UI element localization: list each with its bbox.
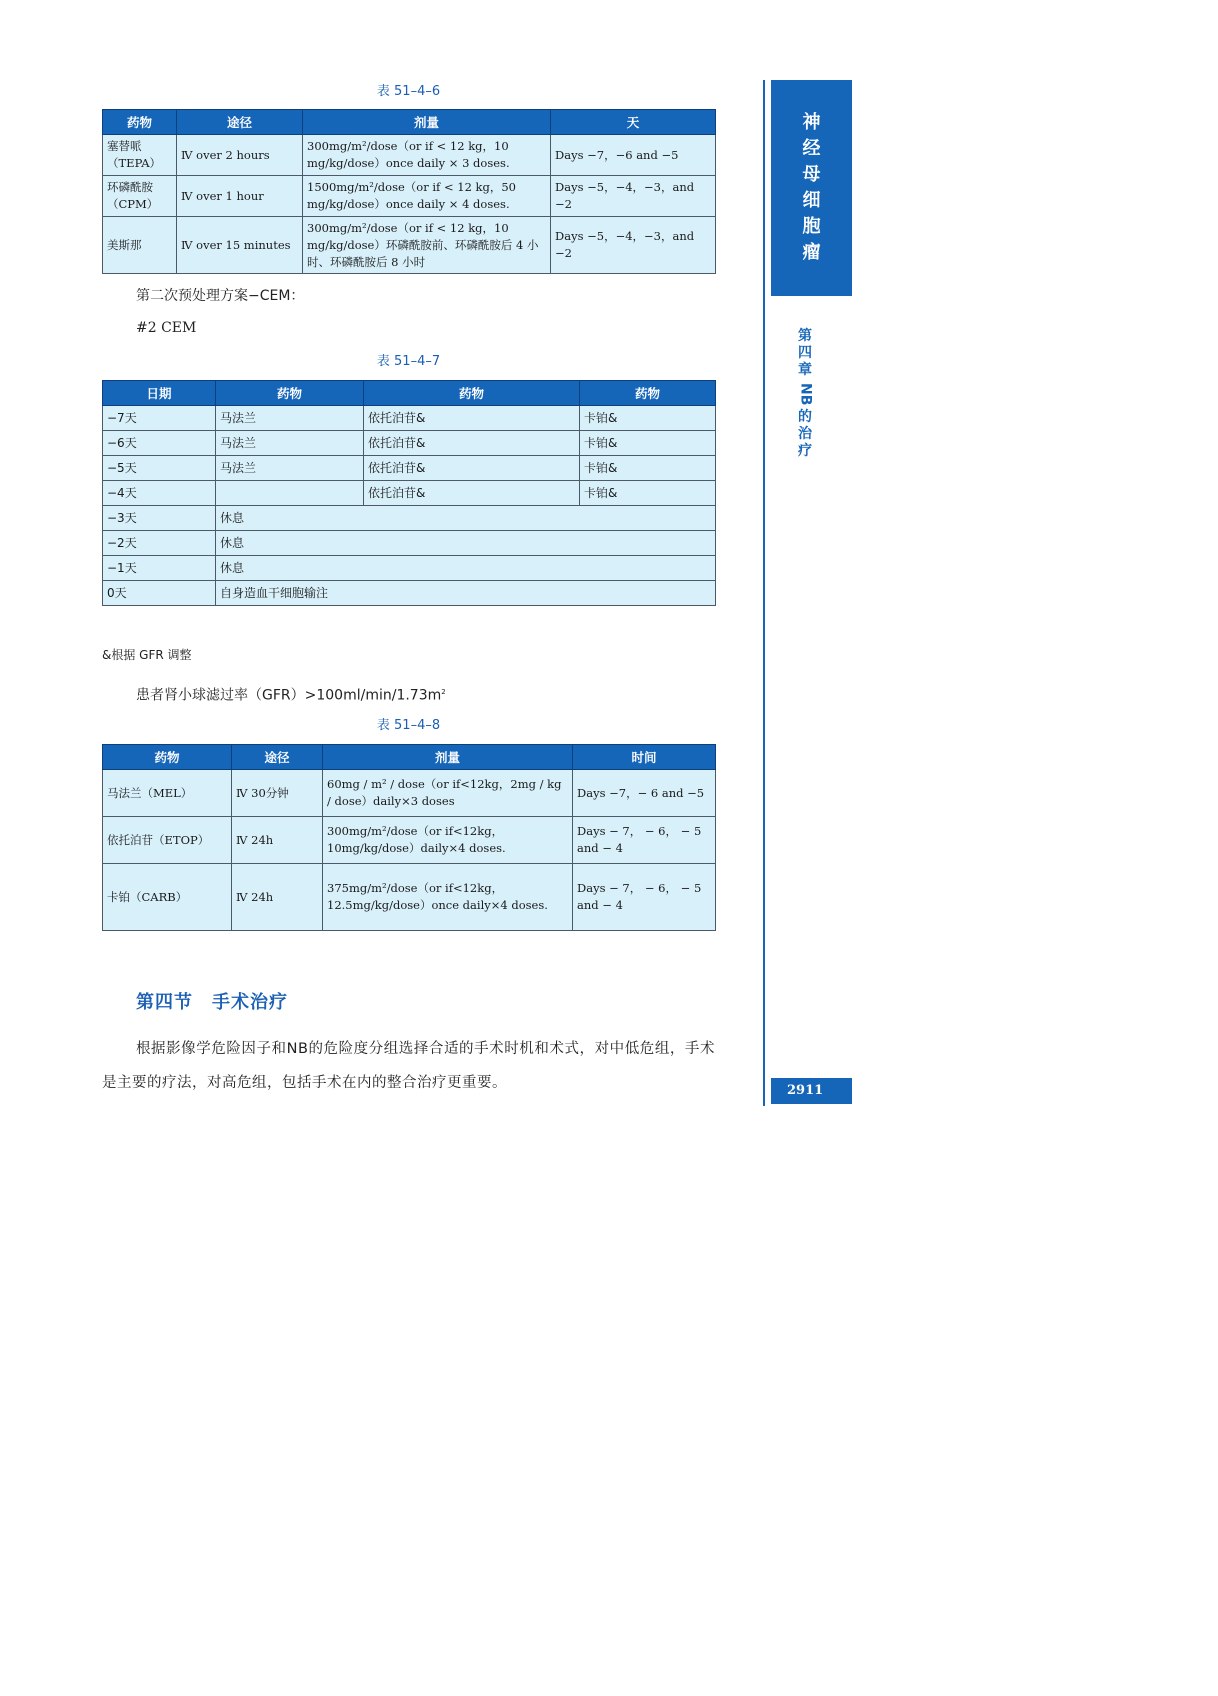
dose-cell: 60mg / m² / dose（or if<12kg，2mg / kg / dose）daily×3 doses	[323, 770, 573, 817]
time-cell: Days − 7， − 6， − 5 and − 4	[573, 864, 716, 931]
time-cell: Days − 7， − 6， − 5 and − 4	[573, 817, 716, 864]
merged-cell: 休息	[216, 531, 716, 556]
drug-cell: 依托泊苷&	[364, 456, 580, 481]
chapter-char: 治	[798, 426, 812, 443]
drug-cell: 马法兰（MEL）	[103, 770, 232, 817]
table-row	[103, 456, 716, 481]
table-header: 药物	[364, 381, 580, 406]
drug-cell: 马法兰	[216, 431, 364, 456]
drug-cell: 卡铂&	[580, 406, 716, 431]
day-cell: −1天	[103, 556, 216, 581]
chapter-char: 章	[798, 362, 812, 378]
drug-cell: 马法兰	[216, 456, 364, 481]
drug-cell: 卡铂&	[580, 456, 716, 481]
table-caption-8: 表 51–4–8	[376, 718, 441, 733]
drug-cell: 卡铂（CARB）	[103, 864, 232, 931]
table-caption-6: 表 51–4–6	[376, 84, 441, 99]
day-cell: −5天	[103, 456, 216, 481]
gfr-note: &根据 GFR 调整	[102, 648, 192, 662]
drug-cell: 美斯那	[103, 217, 177, 274]
table-header: 药物	[580, 381, 716, 406]
table-row	[103, 176, 716, 217]
drug-cell: 依托泊苷（ETOP）	[103, 817, 232, 864]
table-header: 药物	[103, 110, 177, 135]
drug-cell: 依托泊苷&	[364, 431, 580, 456]
table-row	[103, 770, 716, 817]
table-header: 剂量	[323, 745, 573, 770]
gfr-superscript: 2	[441, 688, 446, 696]
chapter-label	[794, 328, 816, 460]
table-row	[103, 506, 716, 531]
route-cell: Ⅳ over 1 hour	[177, 176, 303, 217]
time-cell: Days −7，− 6 and −5	[573, 770, 716, 817]
table-51-4-6	[102, 109, 716, 274]
book-title-char: 经	[802, 138, 821, 159]
table-row	[103, 864, 716, 931]
table-row	[103, 406, 716, 431]
merged-cell: 自身造血干细胞输注	[216, 581, 716, 606]
route-cell: Ⅳ 30分钟	[232, 770, 323, 817]
drug-cell: 环磷酰胺（CPM）	[103, 176, 177, 217]
drug-cell	[216, 481, 364, 506]
days-cell: Days −7，−6 and −5	[551, 135, 716, 176]
chapter-char: 的	[798, 409, 812, 426]
book-title-char: 胞	[802, 216, 821, 237]
cem-code: #2 CEM	[136, 320, 197, 336]
dose-cell: 300mg/m²/dose（or if < 12 kg，10 mg/kg/dose）once daily × 3 doses.	[303, 135, 551, 176]
table-51-4-8	[102, 744, 716, 931]
route-cell: Ⅳ over 15 minutes	[177, 217, 303, 274]
book-title-char: 母	[802, 164, 821, 185]
route-cell: Ⅳ 24h	[232, 817, 323, 864]
day-cell: 0天	[103, 581, 216, 606]
day-cell: −4天	[103, 481, 216, 506]
route-cell: Ⅳ 24h	[232, 864, 323, 931]
table-row	[103, 481, 716, 506]
drug-cell: 卡铂&	[580, 431, 716, 456]
chapter-nb: NB	[797, 383, 814, 406]
sidebar-divider	[763, 80, 765, 1106]
days-cell: Days −5，−4，−3，and −2	[551, 217, 716, 274]
table-header: 时间	[573, 745, 716, 770]
dose-cell: 1500mg/m²/dose（or if < 12 kg，50 mg/kg/dose）once daily × 4 doses.	[303, 176, 551, 217]
days-cell: Days −5，−4，−3，and −2	[551, 176, 716, 217]
day-cell: −6天	[103, 431, 216, 456]
table-row	[103, 531, 716, 556]
table-header: 药物	[216, 381, 364, 406]
dose-cell: 300mg/m²/dose（or if<12kg，10mg/kg/dose）daily×4 doses.	[323, 817, 573, 864]
table-header: 日期	[103, 381, 216, 406]
table-header: 剂量	[303, 110, 551, 135]
page-number: 2911	[771, 1078, 852, 1104]
route-cell: Ⅳ over 2 hours	[177, 135, 303, 176]
table-caption-7: 表 51–4–7	[376, 354, 441, 369]
book-title-block	[771, 80, 852, 296]
table-header: 途径	[232, 745, 323, 770]
table-row	[103, 135, 716, 176]
table-row	[103, 556, 716, 581]
dose-cell: 300mg/m²/dose（or if < 12 kg，10 mg/kg/dose）环磷酰胺前、环磷酰胺后 4 小时、环磷酰胺后 8 小时	[303, 217, 551, 274]
drug-cell: 卡铂&	[580, 481, 716, 506]
book-title-char: 神	[802, 112, 821, 133]
table-header: 药物	[103, 745, 232, 770]
chapter-char: 疗	[798, 443, 812, 460]
table-51-4-7	[102, 380, 716, 606]
drug-cell: 依托泊苷&	[364, 481, 580, 506]
table-row	[103, 817, 716, 864]
day-cell: −2天	[103, 531, 216, 556]
chapter-char: 第	[798, 328, 812, 344]
day-cell: −3天	[103, 506, 216, 531]
table-header: 天	[551, 110, 716, 135]
table-row	[103, 431, 716, 456]
section-title: 第四节 手术治疗	[136, 992, 288, 1013]
table-row	[103, 217, 716, 274]
drug-cell: 马法兰	[216, 406, 364, 431]
book-title-char: 瘤	[802, 242, 821, 263]
cem-title: 第二次预处理方案−CEM：	[136, 288, 305, 304]
day-cell: −7天	[103, 406, 216, 431]
chapter-char: 四	[798, 345, 812, 361]
table-header: 途径	[177, 110, 303, 135]
merged-cell: 休息	[216, 506, 716, 531]
drug-cell: 塞替哌（TEPA）	[103, 135, 177, 176]
dose-cell: 375mg/m²/dose（or if<12kg，12.5mg/kg/dose）once daily×4 doses.	[323, 864, 573, 931]
table-row	[103, 581, 716, 606]
book-title-char: 细	[802, 190, 821, 211]
gfr-text-main: 患者肾小球滤过率（GFR）>100ml/min/1.73m	[136, 687, 442, 704]
gfr-text	[136, 682, 446, 706]
drug-cell: 依托泊苷&	[364, 406, 580, 431]
merged-cell: 休息	[216, 556, 716, 581]
section-body: 根据影像学危险因子和NB的危险度分组选择合适的手术时机和术式，对中低危组，手术是主要的疗法，对高危组，包括手术在内的整合治疗更重要。	[102, 1041, 715, 1091]
